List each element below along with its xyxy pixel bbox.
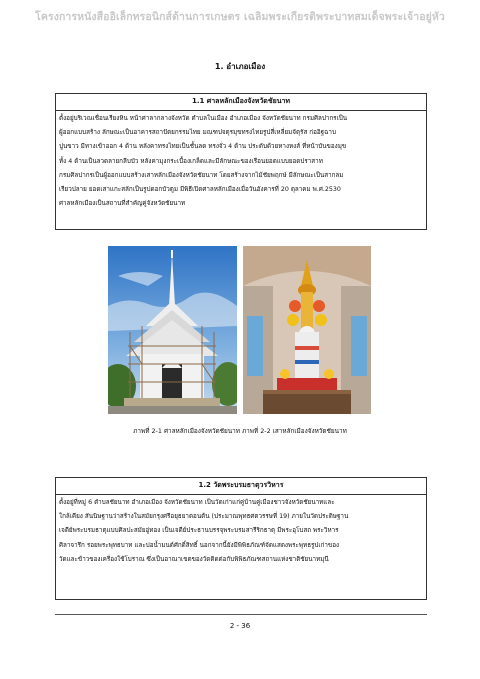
section-box-temple [55,477,427,600]
body-line: ตั้งอยู่บริเวณเชื่อนเรียงหิน หน้าศาลากลางจังหวัด ตำบลในเมือง อำเภอเมือง จังหวัดชัยนาท กรมศิลปากรเป็น [59,115,348,122]
section-body [56,111,426,213]
body-line: เรียวปลาย ยอดเสาแกะสลักเป็นรูปดอกบัวตูม มีพิธีเปิดศาลหลักเมืองเมื่อวันอังคารที่ 20 ตุลาคม พ.ศ.2530 [59,186,341,194]
body-line: ศาลหลักเมืองเป็นสถานที่สำคัญคู่จังหวัดชัยนาท [59,200,186,208]
running-header: โครงการหนังสืออิเล็กทรอนิกส์ด้านการเกษตร เฉลิมพระเกียรติพระบาทสมเด็จพระเจ้าอยู่หัว [35,11,445,23]
figure-caption: ภาพที่ 2-1 ศาลหลักเมืองจังหวัดชัยนาท ภาพที่ 2-2 เสาหลักเมืองจังหวัดชัยนาท [133,427,347,435]
section-box-city-pillar [55,93,427,230]
body-line: วัดและข้าวของเครื่องใช้โบราณ ซึ่งเป็นอาณาเขตของวัดติดต่อกับพิพิธภัณฑสถานแห่งชาติชัยนาทมุนี [59,555,329,563]
body-line: ตั้งอยู่ที่หมู่ 6 ตำบลชัยนาท อำเภอเมือง จังหวัดชัยนาท เป็นวัดเก่าแก่คู่บ้านคู่เมืองชาวจังหวัดชัยนาทและ [59,499,335,506]
city-pillar-photo [243,246,371,414]
body-line: ผู้ออกแบบสร้าง ลักษณะเป็นอาคารสถาปัตยกรรมไทย มณฑปจตุรมุขทรงไทยรูปสี่เหลี่ยมจัตุรัส ก่ออิฐฉาบ [59,129,336,137]
chapter-title: 1. อำเภอเมือง [214,62,266,71]
body-line: ปูนขาว มีทางเข้าออก 4 ด้าน หลังคาทรงไทยเป็นชั้นลด ทรงจั่ว 4 ด้าน ประดับด้วยหางหงส์ ที่หน้าบันของมุข [59,143,347,151]
section-body [56,495,426,569]
body-line: ใกล้เคียง สันนิษฐานว่าสร้างในสมัยกรุงศรีอยุธยาตอนต้น (ประมาณพุทธศตวรรษที่ 19) ภายในวัดประดิษฐาน [59,513,349,521]
page-number: 2 - 36 [229,622,251,630]
body-line: เจดีย์พระบรมธาตุแบบศิลปะสมัยอู่ทอง เป็นเจดีย์ประธานบรรจุพระบรมสารีริกธาตุ มีพระอุโบสถ พระวิหาร [59,527,339,535]
body-line: ศิลาจารึก รอยพระพุทธบาท และบ่อน้ำมนต์ศักดิ์สิทธิ์ นอกจากนี้ยังมีพิพิธภัณฑ์จัดแสดงพระพุทธรูปเก่าของ [59,541,340,549]
footer-divider [55,614,427,615]
body-line: ทั้ง 4 ด้านเป็นลวดลายกลีบบัว หลังคามุงกระเบื้องเกล็ดและมีลักษณะของเรือนยอดแบบยอดปราสาท [59,157,323,165]
body-line: กรมศิลปากรเป็นผู้ออกแบบสร้างเสาหลักเมืองจังหวัดชัยนาท โดยสร้างจากไม้ชัยพฤกษ์ มีลักษณะเป็นสากลม [59,171,344,179]
shrine-photo [108,246,237,414]
section-heading: 1.1 ศาลหลักเมืองจังหวัดชัยนาท [56,94,426,111]
section-heading: 1.2 วัดพระบรมธาตุวรวิหาร [56,478,426,495]
